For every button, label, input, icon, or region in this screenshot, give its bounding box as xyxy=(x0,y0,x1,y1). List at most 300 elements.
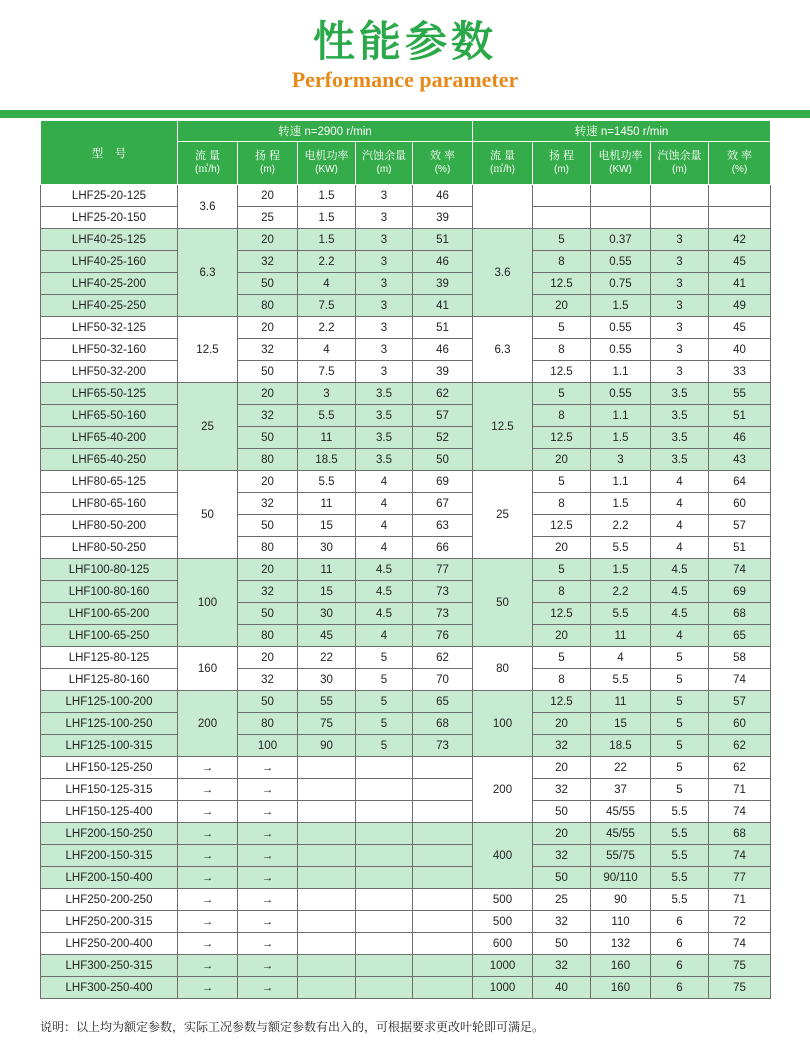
head-2900-cell: 25 xyxy=(238,207,298,229)
efficiency-1450-cell: 49 xyxy=(709,295,771,317)
model-cell: LHF65-50-125 xyxy=(41,383,178,405)
head-1450-cell: 12.5 xyxy=(533,603,591,625)
npsh-2900-cell: 3 xyxy=(356,361,413,383)
npsh-2900-cell: 5 xyxy=(356,691,413,713)
head-2900-cell: 50 xyxy=(238,603,298,625)
model-cell: LHF150-125-315 xyxy=(41,779,178,801)
model-cell: LHF200-150-315 xyxy=(41,845,178,867)
head-1450-cell: 40 xyxy=(533,977,591,999)
power-1450-cell: 0.75 xyxy=(591,273,651,295)
efficiency-2900-cell: 65 xyxy=(413,691,473,713)
head-1450-cell: 20 xyxy=(533,823,591,845)
npsh-header xyxy=(651,142,709,185)
table-row xyxy=(41,845,771,867)
table-row xyxy=(41,185,771,207)
head-2900-cell: 80 xyxy=(238,625,298,647)
table-row xyxy=(41,647,771,669)
efficiency-2900-cell: 46 xyxy=(413,339,473,361)
head-2900-cell: 80 xyxy=(238,537,298,559)
header-divider xyxy=(0,110,810,118)
power-1450-cell: 5.5 xyxy=(591,669,651,691)
head-2900-cell: 80 xyxy=(238,295,298,317)
flow-1450-cell: 600 xyxy=(473,933,533,955)
flow-2900-cell: 12.5 xyxy=(178,317,238,383)
flow-1450-cell: 1000 xyxy=(473,977,533,999)
efficiency-header xyxy=(413,142,473,185)
npsh-2900-cell: 4 xyxy=(356,471,413,493)
power-2900-cell: 45 xyxy=(298,625,356,647)
flow-1450-cell: 100 xyxy=(473,691,533,757)
model-cell: LHF200-150-400 xyxy=(41,867,178,889)
flow-2900-cell: 3.6 xyxy=(178,185,238,229)
model-cell: LHF65-40-200 xyxy=(41,427,178,449)
npsh-1450-cell: 5.5 xyxy=(651,867,709,889)
model-cell: LHF300-250-400 xyxy=(41,977,178,999)
head-2900-cell: 20 xyxy=(238,185,298,207)
flow-header xyxy=(178,142,238,185)
efficiency-2900-cell: 73 xyxy=(413,603,473,625)
table-row xyxy=(41,581,771,603)
npsh-2900-cell xyxy=(356,977,413,999)
npsh-1450-cell: 4 xyxy=(651,471,709,493)
npsh-1450-cell: 3.5 xyxy=(651,405,709,427)
model-cell: LHF25-20-150 xyxy=(41,207,178,229)
flow-2900-cell: 200 xyxy=(178,691,238,757)
efficiency-2900-cell xyxy=(413,867,473,889)
power-2900-cell: 1.5 xyxy=(298,229,356,251)
power-2900-cell: 15 xyxy=(298,515,356,537)
efficiency-1450-cell: 71 xyxy=(709,889,771,911)
efficiency-1450-cell: 45 xyxy=(709,251,771,273)
table-row xyxy=(41,625,771,647)
efficiency-2900-cell: 51 xyxy=(413,229,473,251)
efficiency-2900-cell xyxy=(413,889,473,911)
model-cell: LHF250-200-250 xyxy=(41,889,178,911)
power-2900-cell: 2.2 xyxy=(298,317,356,339)
power-1450-cell: 45/55 xyxy=(591,823,651,845)
table-row xyxy=(41,427,771,449)
efficiency-2900-cell: 41 xyxy=(413,295,473,317)
efficiency-1450-cell: 46 xyxy=(709,427,771,449)
power-2900-cell: 15 xyxy=(298,581,356,603)
flow-2900-cell: 25 xyxy=(178,383,238,471)
power-1450-cell: 0.55 xyxy=(591,251,651,273)
head-1450-cell: 5 xyxy=(533,383,591,405)
efficiency-1450-cell: 74 xyxy=(709,669,771,691)
model-cell: LHF80-50-250 xyxy=(41,537,178,559)
efficiency-1450-cell: 74 xyxy=(709,559,771,581)
efficiency-2900-cell xyxy=(413,933,473,955)
flow-header xyxy=(473,142,533,185)
npsh-2900-cell: 3 xyxy=(356,251,413,273)
model-cell: LHF65-50-160 xyxy=(41,405,178,427)
npsh-1450-cell: 6 xyxy=(651,933,709,955)
efficiency-1450-cell: 58 xyxy=(709,647,771,669)
npsh-1450-cell xyxy=(651,207,709,229)
table-row xyxy=(41,603,771,625)
head-2900-cell: 20 xyxy=(238,647,298,669)
efficiency-2900-cell: 46 xyxy=(413,185,473,207)
npsh-1450-cell: 4 xyxy=(651,537,709,559)
head-unit: (m) xyxy=(260,164,275,175)
head-1450-cell: 32 xyxy=(533,779,591,801)
efficiency-1450-cell: 62 xyxy=(709,735,771,757)
power-1450-cell: 15 xyxy=(591,713,651,735)
head-1450-cell: 32 xyxy=(533,845,591,867)
model-cell: LHF125-100-315 xyxy=(41,735,178,757)
table-row xyxy=(41,317,771,339)
npsh-1450-cell: 3 xyxy=(651,317,709,339)
table-row xyxy=(41,757,771,779)
efficiency-2900-cell: 63 xyxy=(413,515,473,537)
power-2900-cell xyxy=(298,801,356,823)
efficiency-1450-cell: 74 xyxy=(709,801,771,823)
model-cell: LHF300-250-315 xyxy=(41,955,178,977)
head-1450-cell: 12.5 xyxy=(533,273,591,295)
table-row xyxy=(41,537,771,559)
npsh-1450-cell: 5 xyxy=(651,669,709,691)
model-cell: LHF250-200-315 xyxy=(41,911,178,933)
power-1450-cell: 0.55 xyxy=(591,383,651,405)
npsh-1450-cell: 4.5 xyxy=(651,559,709,581)
flow-2900-cell: → xyxy=(178,845,238,867)
head-1450-cell: 20 xyxy=(533,757,591,779)
power-2900-cell: 11 xyxy=(298,559,356,581)
efficiency-1450-cell: 72 xyxy=(709,911,771,933)
speed-1450-header: 转速 n=1450 r/min xyxy=(473,121,771,142)
efficiency-2900-cell xyxy=(413,757,473,779)
efficiency-2900-cell xyxy=(413,779,473,801)
table-row xyxy=(41,207,771,229)
flow-1450-cell: 200 xyxy=(473,757,533,823)
power-2900-cell: 11 xyxy=(298,427,356,449)
efficiency-2900-cell: 57 xyxy=(413,405,473,427)
head-2900-cell: 20 xyxy=(238,229,298,251)
power-1450-cell: 3 xyxy=(591,449,651,471)
power-label: 电机功率 xyxy=(598,150,643,162)
npsh-1450-cell: 4.5 xyxy=(651,581,709,603)
npsh-2900-cell xyxy=(356,757,413,779)
efficiency-2900-cell: 62 xyxy=(413,647,473,669)
head-1450-cell: 12.5 xyxy=(533,515,591,537)
model-cell: LHF40-25-250 xyxy=(41,295,178,317)
flow-1450-cell: 500 xyxy=(473,889,533,911)
head-1450-cell: 20 xyxy=(533,713,591,735)
power-1450-cell: 160 xyxy=(591,955,651,977)
efficiency-2900-cell: 62 xyxy=(413,383,473,405)
efficiency-label: 效 率 xyxy=(726,150,753,162)
efficiency-2900-cell: 46 xyxy=(413,251,473,273)
flow-2900-cell: → xyxy=(178,801,238,823)
power-2900-cell: 7.5 xyxy=(298,295,356,317)
power-1450-cell: 11 xyxy=(591,625,651,647)
head-2900-cell: 32 xyxy=(238,405,298,427)
power-header xyxy=(591,142,651,185)
model-cell: LHF80-65-160 xyxy=(41,493,178,515)
model-cell: LHF125-100-250 xyxy=(41,713,178,735)
head-1450-cell: 8 xyxy=(533,251,591,273)
power-2900-cell: 3 xyxy=(298,383,356,405)
power-2900-cell: 75 xyxy=(298,713,356,735)
head-2900-cell: → xyxy=(238,823,298,845)
flow-1450-cell: 50 xyxy=(473,559,533,647)
power-1450-cell: 2.2 xyxy=(591,581,651,603)
efficiency-1450-cell: 77 xyxy=(709,867,771,889)
npsh-1450-cell: 6 xyxy=(651,955,709,977)
head-2900-cell: → xyxy=(238,757,298,779)
power-header xyxy=(298,142,356,185)
flow-label: 流 量 xyxy=(194,150,221,162)
npsh-1450-cell: 5 xyxy=(651,735,709,757)
npsh-2900-cell xyxy=(356,933,413,955)
efficiency-2900-cell: 69 xyxy=(413,471,473,493)
power-1450-cell: 90/110 xyxy=(591,867,651,889)
efficiency-2900-cell: 73 xyxy=(413,581,473,603)
npsh-1450-cell: 3.5 xyxy=(651,427,709,449)
power-unit: (KW) xyxy=(609,164,632,175)
power-1450-cell: 2.2 xyxy=(591,515,651,537)
performance-table xyxy=(40,120,771,999)
model-cell: LHF150-125-400 xyxy=(41,801,178,823)
flow-2900-cell: 160 xyxy=(178,647,238,691)
model-cell: LHF25-20-125 xyxy=(41,185,178,207)
npsh-2900-cell xyxy=(356,867,413,889)
head-2900-cell: → xyxy=(238,977,298,999)
flow-unit: (㎥/h) xyxy=(490,164,515,175)
npsh-1450-cell: 5 xyxy=(651,713,709,735)
model-cell: LHF80-50-200 xyxy=(41,515,178,537)
npsh-2900-cell xyxy=(356,845,413,867)
npsh-1450-cell: 3.5 xyxy=(651,449,709,471)
npsh-2900-cell: 3.5 xyxy=(356,405,413,427)
npsh-unit: (m) xyxy=(376,164,392,175)
flow-unit: (㎥/h) xyxy=(195,164,220,175)
table-row xyxy=(41,911,771,933)
efficiency-1450-cell: 60 xyxy=(709,713,771,735)
model-cell: LHF250-200-400 xyxy=(41,933,178,955)
head-2900-cell: 20 xyxy=(238,317,298,339)
flow-2900-cell: 50 xyxy=(178,471,238,559)
npsh-1450-cell: 5.5 xyxy=(651,845,709,867)
head-2900-cell: 50 xyxy=(238,273,298,295)
power-1450-cell: 1.1 xyxy=(591,471,651,493)
efficiency-2900-cell: 76 xyxy=(413,625,473,647)
efficiency-2900-cell: 66 xyxy=(413,537,473,559)
npsh-1450-cell: 4 xyxy=(651,625,709,647)
efficiency-1450-cell: 69 xyxy=(709,581,771,603)
table-row xyxy=(41,295,771,317)
power-2900-cell: 22 xyxy=(298,647,356,669)
npsh-2900-cell xyxy=(356,779,413,801)
efficiency-unit: (%) xyxy=(434,164,451,175)
head-1450-cell: 5 xyxy=(533,317,591,339)
head-1450-cell: 12.5 xyxy=(533,427,591,449)
head-1450-cell: 5 xyxy=(533,229,591,251)
head-1450-cell: 8 xyxy=(533,339,591,361)
table-row xyxy=(41,471,771,493)
table-row xyxy=(41,515,771,537)
npsh-2900-cell: 4.5 xyxy=(356,581,413,603)
table-row xyxy=(41,713,771,735)
flow-2900-cell: → xyxy=(178,823,238,845)
power-2900-cell: 18.5 xyxy=(298,449,356,471)
flow-1450-cell xyxy=(473,185,533,229)
head-1450-cell: 5 xyxy=(533,471,591,493)
head-label: 扬 程 xyxy=(548,150,575,162)
head-header xyxy=(533,142,591,185)
efficiency-2900-cell: 52 xyxy=(413,427,473,449)
footnote: 说明：以上均为额定参数，实际工况参数与额定参数有出入的，可根据要求更改叶轮即可满足。 xyxy=(40,1020,545,1034)
table-row xyxy=(41,977,771,999)
npsh-2900-cell xyxy=(356,955,413,977)
npsh-1450-cell: 3 xyxy=(651,251,709,273)
npsh-1450-cell: 3 xyxy=(651,273,709,295)
flow-2900-cell: 100 xyxy=(178,559,238,647)
power-1450-cell: 160 xyxy=(591,977,651,999)
power-1450-cell: 110 xyxy=(591,911,651,933)
head-2900-cell: 20 xyxy=(238,559,298,581)
speed-2900-header: 转速 n=2900 r/min xyxy=(178,121,473,142)
head-2900-cell: 32 xyxy=(238,251,298,273)
table-row xyxy=(41,559,771,581)
table-row xyxy=(41,251,771,273)
table-row xyxy=(41,405,771,427)
power-1450-cell: 11 xyxy=(591,691,651,713)
efficiency-2900-cell xyxy=(413,911,473,933)
power-2900-cell: 2.2 xyxy=(298,251,356,273)
head-1450-cell: 32 xyxy=(533,735,591,757)
head-1450-cell: 25 xyxy=(533,889,591,911)
npsh-1450-cell: 5.5 xyxy=(651,801,709,823)
model-cell: LHF100-65-250 xyxy=(41,625,178,647)
power-2900-cell xyxy=(298,889,356,911)
npsh-unit: (m) xyxy=(672,164,687,175)
efficiency-2900-cell: 68 xyxy=(413,713,473,735)
model-cell: LHF65-40-250 xyxy=(41,449,178,471)
efficiency-1450-cell: 57 xyxy=(709,691,771,713)
power-1450-cell: 4 xyxy=(591,647,651,669)
efficiency-2900-cell xyxy=(413,845,473,867)
head-1450-cell: 12.5 xyxy=(533,691,591,713)
head-2900-cell: 50 xyxy=(238,427,298,449)
table-row xyxy=(41,955,771,977)
table-row xyxy=(41,691,771,713)
efficiency-2900-cell: 51 xyxy=(413,317,473,339)
head-unit: (m) xyxy=(554,164,569,175)
flow-1450-cell: 80 xyxy=(473,647,533,691)
efficiency-1450-cell: 42 xyxy=(709,229,771,251)
head-2900-cell: → xyxy=(238,779,298,801)
efficiency-2900-cell: 39 xyxy=(413,207,473,229)
power-2900-cell: 30 xyxy=(298,537,356,559)
npsh-1450-cell: 3 xyxy=(651,295,709,317)
power-1450-cell: 45/55 xyxy=(591,801,651,823)
head-1450-cell: 50 xyxy=(533,933,591,955)
power-2900-cell: 30 xyxy=(298,669,356,691)
power-2900-cell: 7.5 xyxy=(298,361,356,383)
flow-1450-cell: 6.3 xyxy=(473,317,533,383)
power-2900-cell: 5.5 xyxy=(298,471,356,493)
head-2900-cell: 100 xyxy=(238,735,298,757)
npsh-1450-cell: 5 xyxy=(651,691,709,713)
power-2900-cell xyxy=(298,977,356,999)
npsh-label: 汽蚀余量 xyxy=(362,150,406,162)
efficiency-1450-cell: 75 xyxy=(709,955,771,977)
head-1450-cell: 32 xyxy=(533,955,591,977)
npsh-1450-cell: 4 xyxy=(651,515,709,537)
flow-1450-cell: 500 xyxy=(473,911,533,933)
npsh-1450-cell: 4.5 xyxy=(651,603,709,625)
head-1450-cell: 12.5 xyxy=(533,361,591,383)
head-1450-cell: 20 xyxy=(533,537,591,559)
npsh-1450-cell xyxy=(651,185,709,207)
flow-2900-cell: → xyxy=(178,779,238,801)
npsh-2900-cell: 5 xyxy=(356,713,413,735)
efficiency-1450-cell: 33 xyxy=(709,361,771,383)
power-1450-cell: 37 xyxy=(591,779,651,801)
power-1450-cell: 1.5 xyxy=(591,295,651,317)
model-cell: LHF125-80-125 xyxy=(41,647,178,669)
npsh-1450-cell: 5 xyxy=(651,757,709,779)
head-2900-cell: 20 xyxy=(238,383,298,405)
head-2900-cell: 20 xyxy=(238,471,298,493)
power-1450-cell xyxy=(591,185,651,207)
npsh-2900-cell: 3.5 xyxy=(356,449,413,471)
head-1450-cell: 8 xyxy=(533,581,591,603)
power-2900-cell xyxy=(298,955,356,977)
npsh-2900-cell: 3 xyxy=(356,273,413,295)
npsh-2900-cell: 5 xyxy=(356,669,413,691)
table-row xyxy=(41,735,771,757)
table-row xyxy=(41,273,771,295)
power-1450-cell: 1.5 xyxy=(591,493,651,515)
page-title: 性能参数 xyxy=(312,17,497,66)
power-1450-cell: 90 xyxy=(591,889,651,911)
head-2900-cell: 32 xyxy=(238,339,298,361)
efficiency-1450-cell: 51 xyxy=(709,537,771,559)
npsh-1450-cell: 5 xyxy=(651,779,709,801)
npsh-2900-cell: 4.5 xyxy=(356,603,413,625)
npsh-1450-cell: 6 xyxy=(651,911,709,933)
model-cell: LHF80-65-125 xyxy=(41,471,178,493)
power-1450-cell: 5.5 xyxy=(591,603,651,625)
efficiency-1450-cell: 64 xyxy=(709,471,771,493)
power-1450-cell: 5.5 xyxy=(591,537,651,559)
head-1450-cell: 20 xyxy=(533,295,591,317)
flow-2900-cell: → xyxy=(178,933,238,955)
flow-2900-cell: → xyxy=(178,757,238,779)
power-2900-cell: 4 xyxy=(298,339,356,361)
npsh-1450-cell: 3 xyxy=(651,339,709,361)
head-2900-cell: → xyxy=(238,801,298,823)
table-row xyxy=(41,823,771,845)
efficiency-1450-cell: 57 xyxy=(709,515,771,537)
head-2900-cell: → xyxy=(238,955,298,977)
table-row xyxy=(41,493,771,515)
flow-1450-cell: 1000 xyxy=(473,955,533,977)
power-1450-cell: 55/75 xyxy=(591,845,651,867)
npsh-1450-cell: 5.5 xyxy=(651,889,709,911)
flow-label: 流 量 xyxy=(489,150,516,162)
power-2900-cell xyxy=(298,933,356,955)
npsh-2900-cell: 3 xyxy=(356,317,413,339)
power-2900-cell xyxy=(298,779,356,801)
efficiency-header xyxy=(709,142,771,185)
head-2900-cell: 32 xyxy=(238,669,298,691)
npsh-2900-cell xyxy=(356,889,413,911)
model-header: 型 号 xyxy=(41,121,178,185)
head-header xyxy=(238,142,298,185)
